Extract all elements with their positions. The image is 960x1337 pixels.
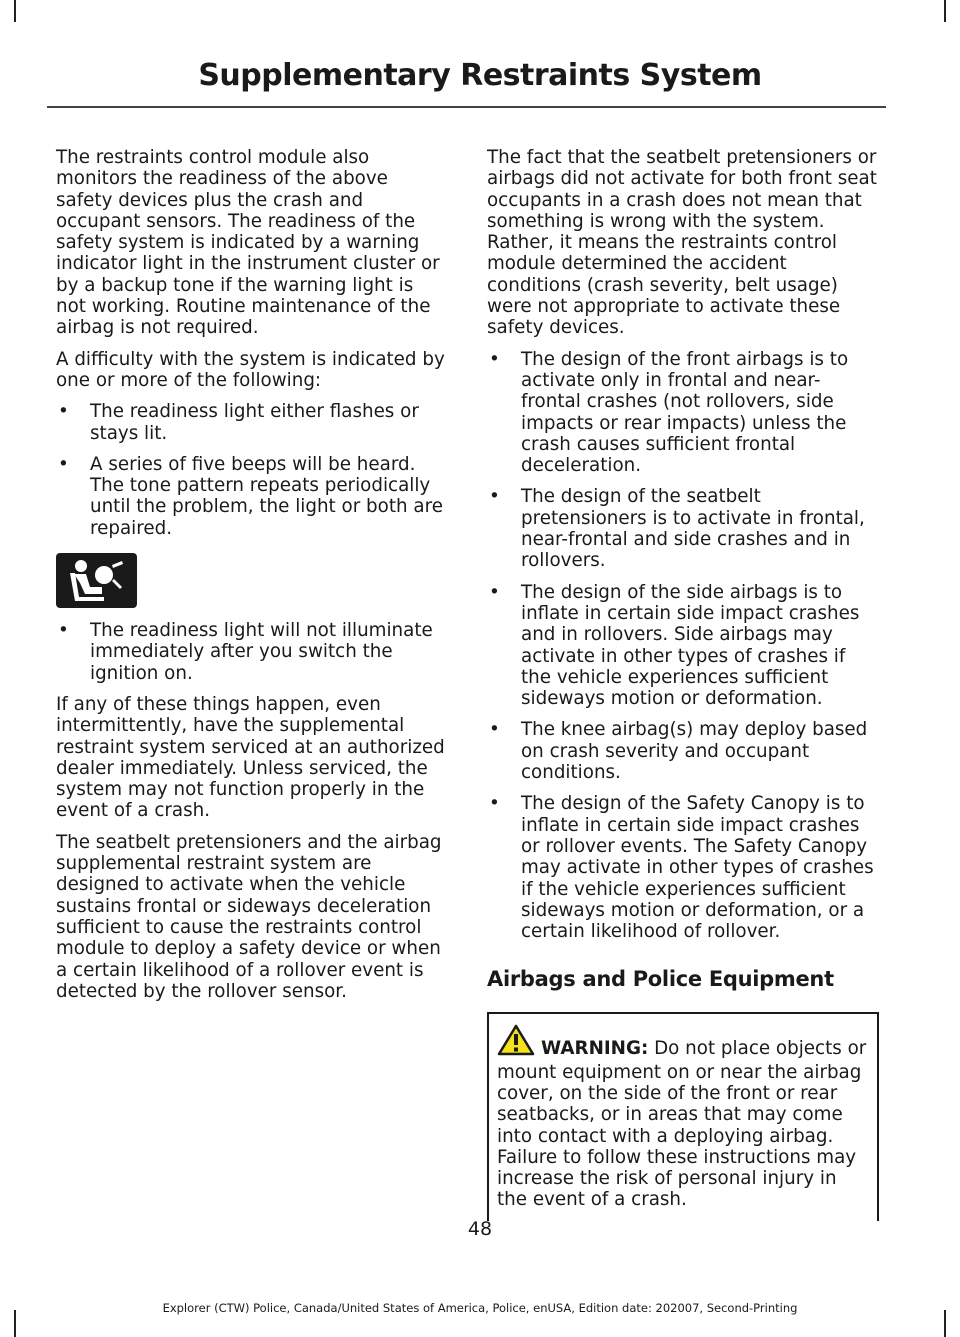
list-item bbox=[56, 620, 448, 684]
bullet-symbol: • bbox=[58, 620, 69, 642]
bullet-symbol: • bbox=[489, 793, 500, 815]
list-item-text: The design of the seatbelt pretensioners is to activate in frontal, near-frontal and side crashes and in rollovers. bbox=[521, 486, 865, 572]
right-column bbox=[487, 147, 879, 1221]
bullet-symbol: • bbox=[58, 401, 69, 423]
warning-triangle-icon bbox=[497, 1024, 535, 1061]
list-item bbox=[487, 486, 879, 571]
paragraph: The seatbelt pretensioners and the airbag supplemental restraint system are designed to activate when the vehicle sustains frontal or sideways deceleration sufficient to cause the restraints control module to deploy a safety device or when a certain likelihood of a rollover event is detected by the rollover sensor. bbox=[56, 831, 442, 1002]
list-item bbox=[56, 454, 448, 539]
paragraph: The fact that the seatbelt pretensioners or airbags did not activate for both front seat occupants in a crash does not mean that something is wrong with the system. Rather, it means the restraints control module determined the accident conditions (crash severity, belt usage) were not appropriate to activate these safety devices. bbox=[487, 147, 877, 339]
warning-box bbox=[487, 1012, 879, 1220]
bullet-symbol: • bbox=[58, 453, 69, 475]
airbag-warning-icon bbox=[56, 553, 137, 608]
paragraph: If any of these things happen, even intermittently, have the supplemental restraint system serviced at an authorized dealer immediately. Unless serviced, the system may not function properly in the event of a crash. bbox=[56, 693, 445, 822]
crop-mark-top-right-v bbox=[944, 0, 946, 22]
list-item bbox=[487, 349, 879, 477]
warning-label: WARNING: bbox=[541, 1038, 649, 1060]
bullet-symbol: • bbox=[489, 486, 500, 508]
list-item-text: A series of five beeps will be heard. The tone pattern repeats periodically until the problem, the light or both are repaired. bbox=[90, 453, 443, 539]
left-column bbox=[56, 147, 448, 1012]
list-item bbox=[487, 793, 879, 942]
list-item bbox=[487, 719, 879, 783]
list-item bbox=[487, 582, 879, 710]
list-item bbox=[56, 401, 448, 444]
list-item-text: The design of the Safety Canopy is to inflate in certain side impact crashes or rollover events. The Safety Canopy may activate in other types of crashes if the vehicle experiences sufficient sideways motion or deformation, or a certain likelihood of rollover. bbox=[521, 793, 874, 943]
section-heading: Airbags and Police Equipment bbox=[487, 967, 834, 992]
paragraph: A difficulty with the system is indicated by one or more of the following: bbox=[56, 348, 445, 391]
list-item-text: The readiness light will not illuminate immediately after you switch the ignition on. bbox=[90, 620, 433, 684]
paragraph: The restraints control module also monitors the readiness of the above safety devices plus the crash and occupant sensors. The readiness of the safety system is indicated by a warning indicator light in the instrument cluster or by a backup tone if the warning light is not working. Routine maintenance of the airbag is not required. bbox=[56, 147, 440, 339]
page-title: Supplementary Restraints System bbox=[198, 58, 762, 93]
list-item-text: The design of the side airbags is to inflate in certain side impact crashes and in rollovers. Side airbags may activate in other types of crashes if the vehicle experiences sufficient sideways motion or deformation. bbox=[521, 581, 860, 710]
bullet-symbol: • bbox=[489, 581, 500, 603]
header-divider bbox=[47, 106, 886, 108]
warning-text: Do not place objects or mount equipment on or near the airbag cover, on the side of the front or rear seatbacks, or in areas that may come into contact with a deploying airbag. Failure to follow these instructions may increase the risk of personal injury in the event of a crash. bbox=[497, 1038, 867, 1211]
footer-edition-info: Explorer (CTW) Police, Canada/United States of America, Police, enUSA, Edition date: 202007, Second-Printing bbox=[162, 1301, 798, 1315]
list-item-text: The readiness light either flashes or stays lit. bbox=[90, 401, 419, 444]
list-item-text: The design of the front airbags is to activate only in frontal and near-frontal crashes (not rollovers, side impacts or rear impacts) unless the crash causes sufficient frontal deceleration. bbox=[521, 348, 849, 477]
page-number: 48 bbox=[467, 1218, 493, 1240]
crop-mark-top-left-v bbox=[14, 0, 16, 22]
list-item-text: The knee airbag(s) may deploy based on crash severity and occupant conditions. bbox=[521, 719, 868, 784]
bullet-symbol: • bbox=[489, 719, 500, 741]
bullet-symbol: • bbox=[489, 348, 500, 370]
